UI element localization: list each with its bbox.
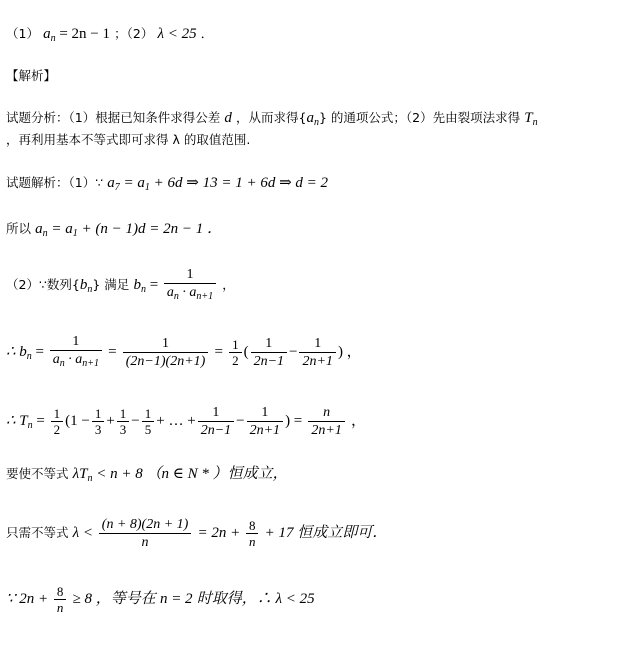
so-an: $a_n$ xyxy=(35,221,48,239)
answer-separator: ；（2） xyxy=(114,26,154,41)
frac-term-2: $\frac{1}{2n+1}$ xyxy=(299,335,335,370)
only-label: 只需不等式 xyxy=(6,525,69,540)
analysis-mid1: ，从而求得{ xyxy=(236,110,307,125)
answer-part1-label: （1） xyxy=(6,26,39,41)
so-rest: + (n − 1)d = 2n − 1 ． xyxy=(77,221,223,237)
frac-only: $\frac{(n + 8)(2n + 1)}{n}$ xyxy=(99,516,192,551)
analysis-mid2: } 的通项公式；（2）先由裂项法求得 xyxy=(318,110,521,125)
final-rest: ≥ 8 ，等号在 xyxy=(72,591,156,607)
analysis-Tn: $T_n$ xyxy=(524,110,538,128)
only-line: 只需不等式 λ < $\frac{(n + 8)(2n + 1)}{n}$ = 2n + $\frac{8}{n}$ + 17 恒成立即可． xyxy=(6,517,388,550)
bn-lhs: $b_n$ xyxy=(133,277,146,295)
analysis-line-2: ，再利用基本不等式即可求得 λ 的取值范围. xyxy=(6,132,251,147)
solution-eq1-rest: + 6d ⇒ 13 = 1 + 6d ⇒ d = 2 xyxy=(149,175,329,191)
p2-mid: } 满足 xyxy=(92,277,130,292)
solution-line-3: （2）∵数列$\{b_n\}$ 满足 $b_n$ = $\frac{1}{a_n \cdot a_{n+1}}$ ， xyxy=(6,266,235,305)
require-lambda-Tn: $\lambda T_n$ xyxy=(72,466,93,484)
frac-Tn-result: $\frac{n}{2n+1}$ xyxy=(308,404,344,439)
so-a1: = $a_1$ xyxy=(47,221,78,239)
derivation-bn: ∴ $b_n$ = $\frac{1}{a_n \cdot a_{n+1}}$ = $\frac{1}{(2n-1)(2n+1)}$ = $\frac{1}{2}$ ( $\frac{1}{2n-1}$ − $\frac{1}{2n+1}$ ) ， xyxy=(6,333,362,372)
p2-bn: $b_n$ xyxy=(79,277,93,295)
solution-a7: $a_7$ xyxy=(107,175,120,193)
solution-label: 试题解析：（1）∵ xyxy=(6,175,104,190)
a-n: $a_n$ xyxy=(43,26,56,44)
derivation-Tn: ∴ $T_n$ = $\frac{1}{2}$ (1 − $\frac{1}{3}$ + $\frac{1}{3}$ − $\frac{1}{5}$ + … + $\frac{1}{2n-1}$ − $\frac{1}{2n+1}$ ) = $\frac{n}{2n+1}$ ， xyxy=(6,405,367,438)
bn-comma: ， xyxy=(222,277,235,292)
require-label: 要使不等式 xyxy=(6,466,69,481)
so-label: 所以 xyxy=(6,221,32,236)
final-prefix: ∵ 2n + xyxy=(6,591,52,607)
analysis-label: 试题分析：（1）根据已知条件求得公差 xyxy=(6,110,221,125)
final-line xyxy=(6,584,315,615)
answer-dot: ． xyxy=(200,26,214,41)
frac-8-over-n-final: $\frac{8}{n}$ xyxy=(54,584,67,615)
bn-fraction: $\frac{1}{a_n \cdot a_{n+1}}$ xyxy=(164,266,216,305)
answer-lambda: λ < 25 xyxy=(157,26,197,42)
solution-line-1 xyxy=(6,175,328,196)
only-lhs: λ < xyxy=(72,525,97,541)
frac-half: $\frac{1}{2}$ xyxy=(229,337,242,368)
require-rest: < n + 8 （n ∈ N * ）恒成立， xyxy=(92,466,288,482)
jiexi-title: 【解析】 xyxy=(6,68,57,83)
analysis-d: d xyxy=(224,110,232,126)
analysis-an: $a_n$ xyxy=(306,110,319,128)
frac-8-over-n: $\frac{8}{n}$ xyxy=(246,518,259,549)
analysis-line-1 xyxy=(6,110,538,131)
final-end: 时取得，∴ λ < 25 xyxy=(196,591,315,607)
frac-an-an1: $\frac{1}{a_n \cdot a_{n+1}}$ xyxy=(50,333,102,372)
p2-label: （2）∵数列{ xyxy=(6,277,80,292)
frac-term-1: $\frac{1}{2n-1}$ xyxy=(251,335,287,370)
final-n: n = 2 xyxy=(159,591,193,607)
frac-product: $\frac{1}{(2n-1)(2n+1)}$ xyxy=(123,335,209,370)
only-rest: + 17 恒成立即可． xyxy=(264,525,388,541)
therefore-Tn: ∴ $T_n$ xyxy=(6,413,33,431)
therefore-bn: ∴ $b_n$ xyxy=(6,344,32,362)
answer-line xyxy=(6,26,213,47)
require-line xyxy=(6,466,288,487)
answer-an-formula: = 2n − 1 xyxy=(55,26,111,42)
solution-eq1-mid: = $a_1$ xyxy=(119,175,150,193)
solution-line-2 xyxy=(6,221,222,242)
